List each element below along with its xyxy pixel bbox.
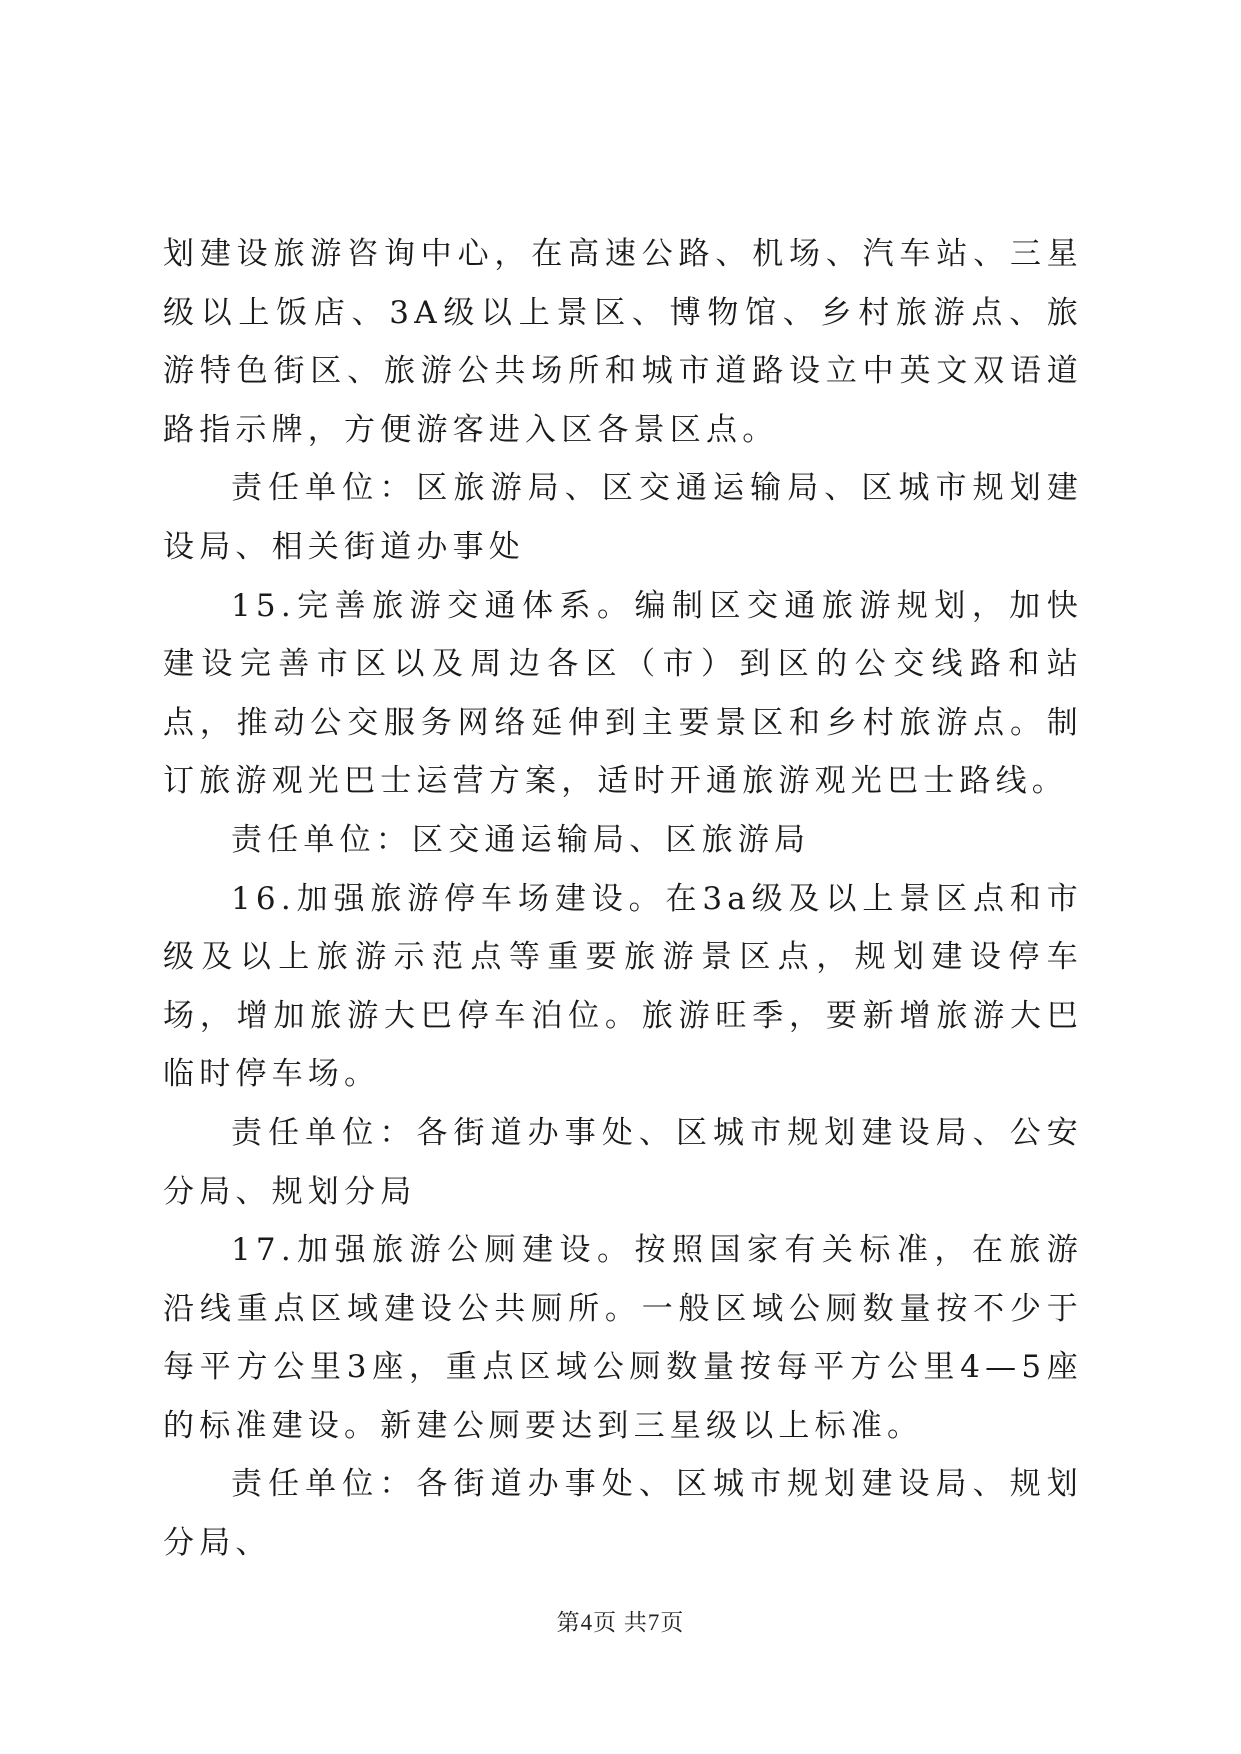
paragraph-responsible-units-4: 责任单位：各街道办事处、区城市规划建设局、规划分局、 [163, 1466, 1083, 1562]
paragraph-responsible-units-2: 责任单位：区交通运输局、区旅游局 [231, 821, 811, 858]
page-number-footer: 第4页 共7页 [556, 1610, 685, 1635]
paragraph-item-17-toilets: 17.加强旅游公厕建设。按照国家有关标准，在旅游沿线重点区域建设公共厕所。一般区域公厕数量按不少于每平方公里3座，重点区域公厕数量按每平方公里4—5座的标准建设。新建公厕要达到三星级以上标准。 [163, 1232, 1083, 1444]
paragraph-responsible-units-3: 责任单位：各街道办事处、区城市规划建设局、公安分局、规划分局 [163, 1114, 1083, 1210]
paragraph-responsible-units-1: 责任单位：区旅游局、区交通运输局、区城市规划建设局、相关街道办事处 [163, 470, 1083, 565]
document-body [163, 225, 1083, 1573]
paragraph-item-15-transport-system: 15.完善旅游交通体系。编制区交通旅游规划，加快建设完善市区以及周边各区（市）到区的公交线路和站点，推动公交服务网络延伸到主要景区和乡村旅游点。制订旅游观光巴士运营方案，适时开通旅游观光巴士路线。 [163, 587, 1083, 800]
paragraph-item-16-parking: 16.加强旅游停车场建设。在3a级及以上景区点和市级及以上旅游示范点等重要旅游景区点，规划建设停车场，增加旅游大巴停车泊位。旅游旺季，要新增旅游大巴临时停车场。 [163, 880, 1083, 1093]
paragraph-continued-planning: 划建设旅游咨询中心，在高速公路、机场、汽车站、三星级以上饭店、3A级以上景区、博物馆、乡村旅游点、旅游特色街区、旅游公共场所和城市道路设立中英文双语道路指示牌，方便游客进入区各景区点。 [163, 236, 1083, 448]
